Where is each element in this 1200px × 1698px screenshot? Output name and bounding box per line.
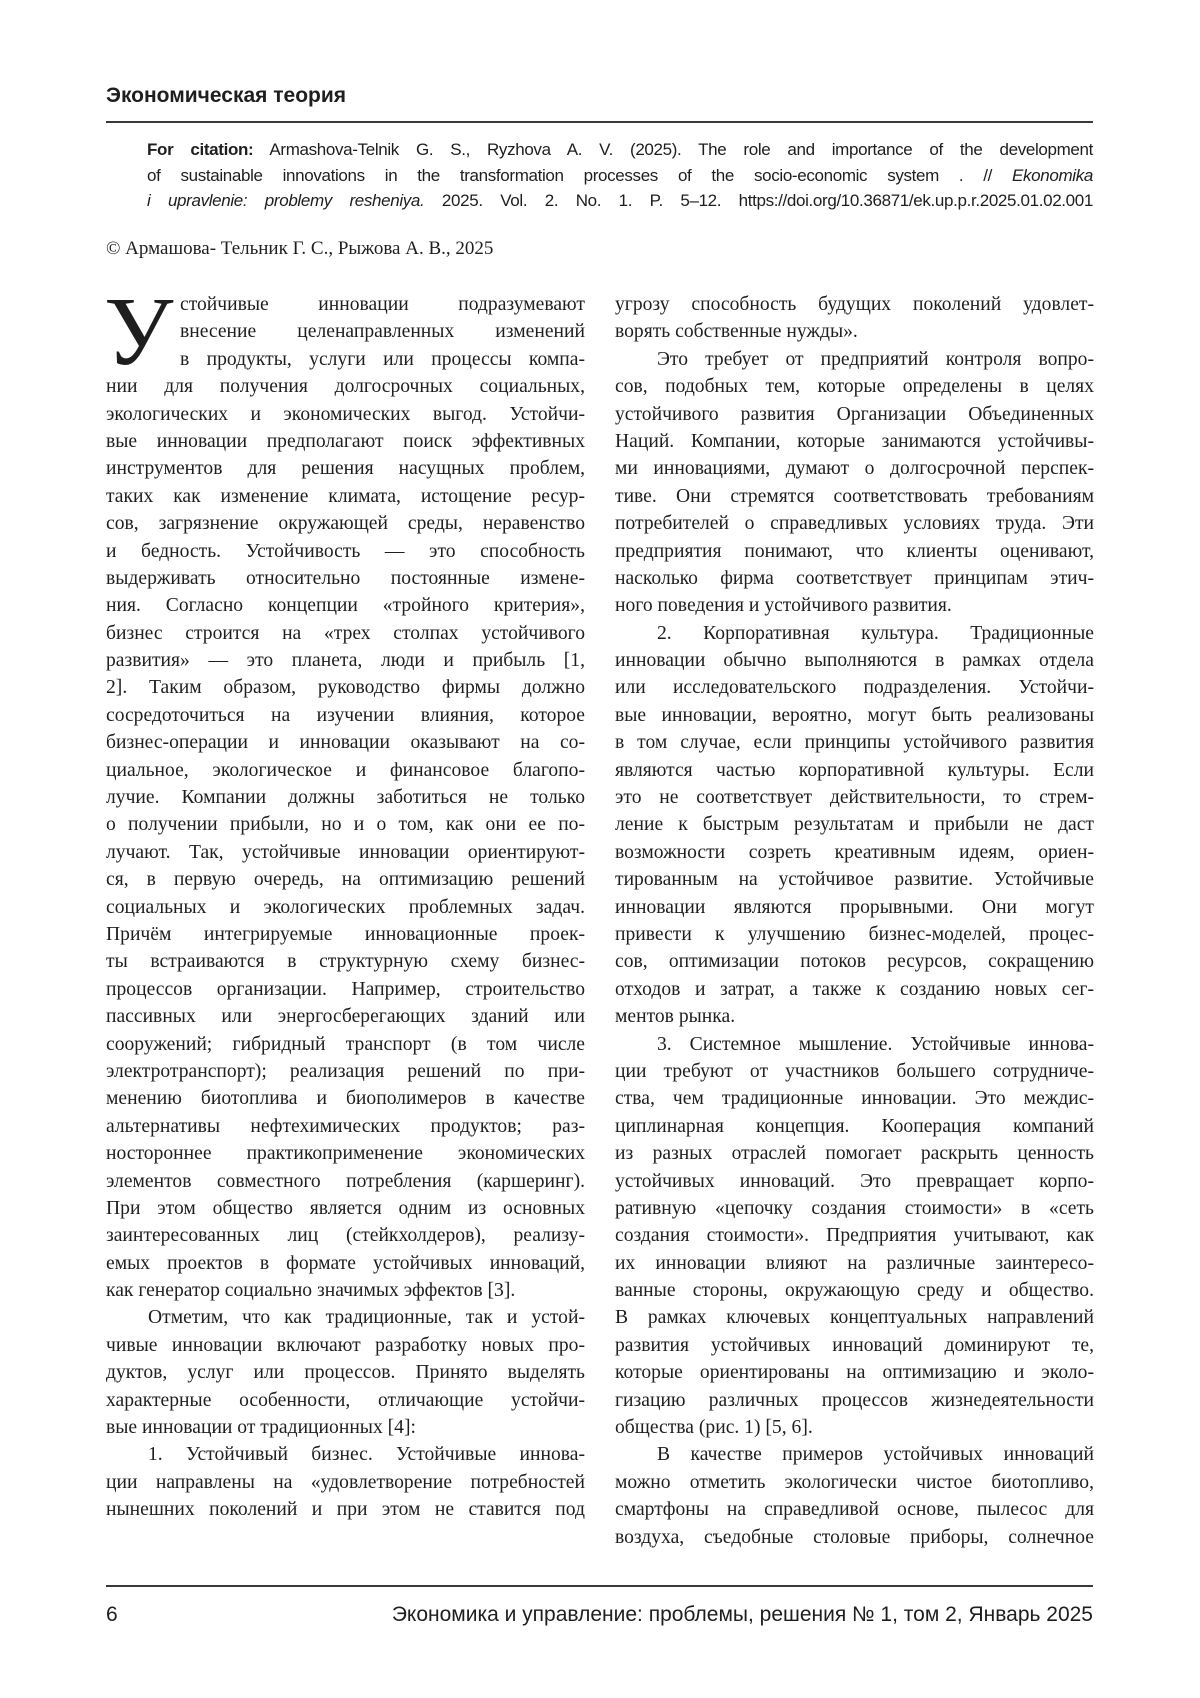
text-line: инновации обычно выполняются в рамках отдела [615,647,1094,674]
text-line: 3. Системное мышление. Устойчивые иннова- [615,1031,1094,1058]
text-line: тиве. Они стремятся соответствовать требованиям [615,483,1094,510]
text-line: 2]. Таким образом, руководство фирмы должно [106,674,585,701]
text-line: создания стоимости». Предприятия учитывают, как [615,1222,1094,1249]
text-line: В качестве примеров устойчивых инноваций [615,1441,1094,1468]
text-line: ты встраиваются в структурную схему бизнес- [106,948,585,975]
text-line: заинтересованных лиц (стейкхолдеров), реализу- [106,1222,585,1249]
text-line: ции направлены на «удовлетворение потребностей [106,1469,585,1496]
citation-doi: 2025. Vol. 2. No. 1. P. 5–12. https://doi.org/10.36871/ek.up.p.r.2025.01.02.001 [424,191,1093,210]
text-line: ства, чем традиционные инновации. Это междис- [615,1085,1094,1112]
text-line: емых проектов в формате устойчивых инноваций, [106,1250,585,1277]
text-line: сосредоточиться на изучении влияния, которое [106,702,585,729]
text-line: гизацию различных процессов жизнедеятельности [615,1387,1094,1414]
text-line: экологических и экономических выгод. Устойчи- [106,401,585,428]
citation-block [147,137,1093,214]
text-line: развития устойчивых инноваций доминируют те, [615,1332,1094,1359]
text-line: Наций. Компании, которые занимаются устойчивы- [615,428,1094,455]
text-line: бизнес строится на «трех столпах устойчивого [106,620,585,647]
citation-line [147,188,1093,214]
text-line: ния. Согласно концепции «тройного критерия», [106,592,585,619]
text-line: стойчивые инновации подразумевают [106,291,585,318]
text-line: из разных отраслей помогает раскрыть ценность [615,1140,1094,1167]
drop-cap: У [104,283,173,381]
text-line: Это требует от предприятий контроля вопро- [615,346,1094,373]
text-line: внесение целенаправленных изменений [106,318,585,345]
text-line: дуктов, услуг или процессов. Принято выделять [106,1359,585,1386]
text-line: в том случае, если принципы устойчивого развития [615,729,1094,756]
text-line: привести к улучшению бизнес-моделей, процес- [615,921,1094,948]
text-line: в продукты, услуги или процессы компа- [106,346,585,373]
text-line: ворять собственные нужды». [615,318,1094,345]
text-line: электротранспорт); реализация решений по при- [106,1058,585,1085]
text-line: циплинарная концепция. Кооперация компаний [615,1113,1094,1140]
text-line: устойчивых инноваций. Это превращает корпо- [615,1168,1094,1195]
text-line: ного поведения и устойчивого развития. [615,592,1094,619]
text-line: сов, загрязнение окружающей среды, неравенство [106,510,585,537]
text-line: 1. Устойчивый бизнес. Устойчивые иннова- [106,1441,585,1468]
text-line: менению биотоплива и биополимеров в качестве [106,1085,585,1112]
text-line: характерные особенности, отличающие устойчи- [106,1387,585,1414]
text-line: бизнес-операции и инновации оказывают на со- [106,729,585,756]
text-line: о получении прибыли, но и о том, как они ее по- [106,811,585,838]
text-line: ностороннее практикоприменение экономических [106,1140,585,1167]
text-line: инструментов для решения насущных проблем, [106,455,585,482]
text-line: сов, оптимизации потоков ресурсов, сокращению [615,948,1094,975]
text-line: ми инновациями, думают о долгосрочной перспек- [615,455,1094,482]
text-line: и бедность. Устойчивость — это способность [106,538,585,565]
text-line: являются частью корпоративной культуры. Если [615,757,1094,784]
text-line: нии для получения долгосрочных социальных, [106,373,585,400]
text-line: насколько фирма соответствует принципам этич- [615,565,1094,592]
text-line: процессов организации. Например, строительство [106,976,585,1003]
text-line: чивые инновации включают разработку новых про- [106,1332,585,1359]
citation-journal: Ekonomika [1012,166,1093,185]
text-line: сов, подобных тем, которые определены в целях [615,373,1094,400]
citation-line [147,137,1093,163]
text-line: угрозу способность будущих поколений удовлет- [615,291,1094,318]
text-line: тированным на устойчивое развитие. Устойчивые [615,866,1094,893]
text-line: ментов рынка. [615,1003,1094,1030]
text-line: циальное, экологическое и финансовое благопо- [106,757,585,784]
footer-divider [106,1585,1093,1587]
text-line: их инновации влияют на различные заинтересо- [615,1250,1094,1277]
text-line: лучие. Компании должны заботиться не только [106,784,585,811]
text-line: сооружений; гибридный транспорт (в том числе [106,1031,585,1058]
section-title: Экономическая теория [106,84,346,108]
left-column [106,291,585,1524]
text-line: или исследовательского подразделения. Устойчи- [615,674,1094,701]
text-line: ции требуют от участников большего сотрудниче- [615,1058,1094,1085]
text-line: общества (рис. 1) [5, 6]. [615,1414,1094,1441]
citation-text: Armashova-Telnik G. S., Ryzhova A. V. (2025). The role and importance of the development [253,140,1093,159]
text-line: развития» — это планета, люди и прибыль [1, [106,647,585,674]
text-line: 2. Корпоративная культура. Традиционные [615,620,1094,647]
text-line: лучают. Так, устойчивые инновации ориентируют- [106,839,585,866]
text-line: инновации являются прорывными. Они могут [615,894,1094,921]
citation-journal: i upravlenie: problemy resheniya. [147,191,424,210]
text-line: можно отметить экологически чистое биотопливо, [615,1469,1094,1496]
text-line: ся, в первую очередь, на оптимизацию решений [106,866,585,893]
text-line: Причём интегрируемые инновационные проек- [106,921,585,948]
text-line: как генератор социально значимых эффектов [3]. [106,1277,585,1304]
text-line: устойчивого развития Организации Объединенных [615,401,1094,428]
text-line: альтернативы нефтехимических продуктов; раз- [106,1113,585,1140]
text-line: предприятия понимают, что клиенты оценивают, [615,538,1094,565]
copyright: © Армашова- Тельник Г. С., Рыжова А. В., 2025 [106,238,493,260]
text-line: выдерживать относительно постоянные измене- [106,565,585,592]
text-line: которые ориентированы на оптимизацию и эколо- [615,1359,1094,1386]
text-line: социальных и экологических проблемных задач. [106,894,585,921]
text-line: вые инновации предполагают поиск эффективных [106,428,585,455]
text-line: возможности созреть креативным идеям, ориен- [615,839,1094,866]
text-line: это не соответствует действительности, то стрем- [615,784,1094,811]
text-line: вые инновации, вероятно, могут быть реализованы [615,702,1094,729]
text-line: При этом общество является одним из основных [106,1195,585,1222]
text-line: пассивных или энергосберегающих зданий или [106,1003,585,1030]
citation-text: of sustainable innovations in the transformation processes of the socio-economic system . // [147,166,1012,185]
text-line: ративную «цепочку создания стоимости» в «сеть [615,1195,1094,1222]
header-divider [106,121,1093,123]
text-line: потребителей о справедливых условиях труда. Эти [615,510,1094,537]
text-line: ление к быстрым результатам и прибыли не даст [615,811,1094,838]
page-number: 6 [106,1603,118,1627]
text-line: ванные стороны, окружающую среду и общество. [615,1277,1094,1304]
text-line: нынешних поколений и при этом не ставится под [106,1496,585,1523]
text-line: смартфоны на справедливой основе, пылесос для [615,1496,1094,1523]
text-line: Отметим, что как традиционные, так и устой- [106,1304,585,1331]
right-column [615,291,1094,1551]
text-line: воздуха, съедобные столовые приборы, солнечное [615,1524,1094,1551]
citation-line [147,163,1093,189]
text-line: отходов и затрат, а также к созданию новых сег- [615,976,1094,1003]
journal-title: Экономика и управление: проблемы, решения № 1, том 2, Январь 2025 [392,1603,1093,1627]
citation-label: For citation: [147,140,253,159]
text-line: таких как изменение климата, истощение ресур- [106,483,585,510]
text-line: элементов совместного потребления (каршеринг). [106,1168,585,1195]
text-line: В рамках ключевых концептуальных направлений [615,1304,1094,1331]
text-line: вые инновации от традиционных [4]: [106,1414,585,1441]
